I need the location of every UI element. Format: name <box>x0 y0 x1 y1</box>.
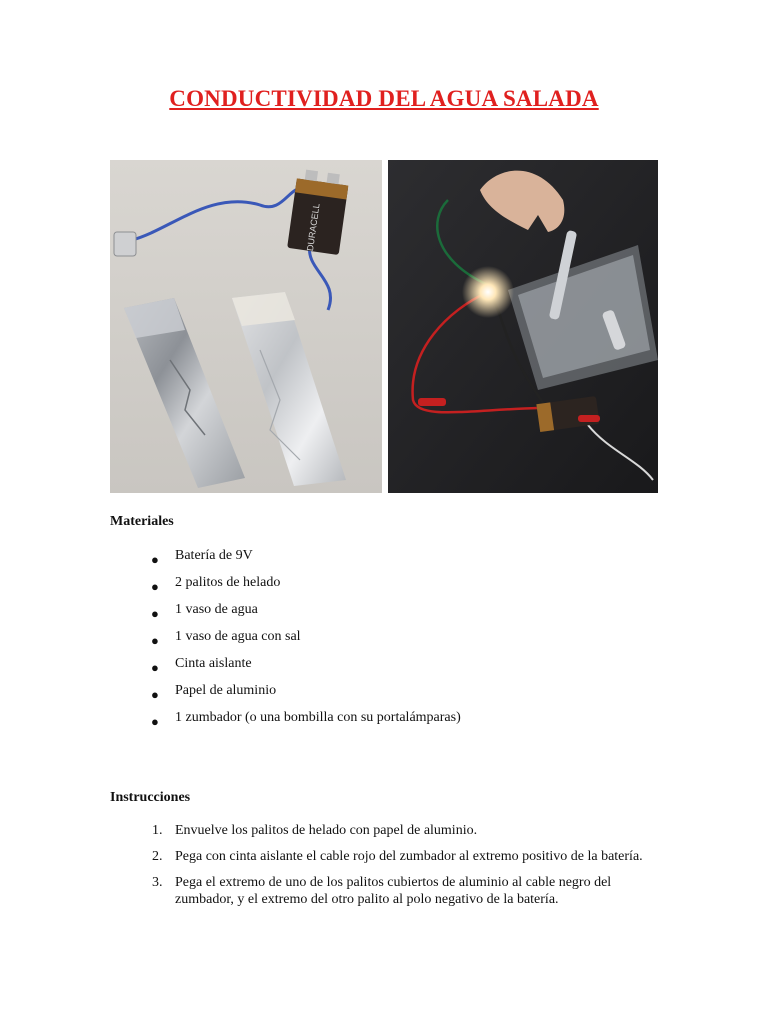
step-text: Pega el extremo de uno de los palitos cubiertos de aluminio al cable negro del zumbador, y el extremo del otro palito al polo negativo de la batería. <box>175 875 612 907</box>
list-item <box>110 655 670 682</box>
material-text: Papel de aluminio <box>175 683 277 698</box>
bullet-icon: ● <box>151 579 159 594</box>
bullet-icon: ● <box>151 660 159 675</box>
list-item <box>110 628 670 655</box>
step-text: Pega con cinta aislante el cable rojo del zumbador al extremo positivo de la batería. <box>175 849 643 864</box>
page-title: CONDUCTIVIDAD DEL AGUA SALADA <box>169 86 599 111</box>
material-text: 1 vaso de agua con sal <box>175 629 301 644</box>
bullet-icon: ● <box>151 687 159 702</box>
materials-heading: Materiales <box>110 514 174 529</box>
list-item <box>110 822 660 839</box>
photo-foil-sticks-battery <box>110 160 382 493</box>
list-item <box>110 601 670 628</box>
list-item <box>110 574 670 601</box>
bullet-icon: ● <box>151 606 159 621</box>
list-item <box>110 848 660 865</box>
list-item <box>110 709 670 736</box>
step-number: 3. <box>152 875 163 890</box>
list-item <box>110 547 670 574</box>
instructions-list <box>110 822 660 917</box>
step-number: 2. <box>152 849 163 864</box>
list-item <box>110 682 670 709</box>
battery-label: DURACELL <box>304 202 322 252</box>
material-text: 1 vaso de agua <box>175 602 258 617</box>
bullet-icon: ● <box>151 552 159 567</box>
step-number: 1. <box>152 823 163 838</box>
bullet-icon: ● <box>151 714 159 729</box>
bullet-icon: ● <box>151 633 159 648</box>
material-text: Batería de 9V <box>175 548 253 563</box>
photo-circuit-salt-water <box>388 160 658 493</box>
photo-strip <box>110 160 658 493</box>
instructions-heading: Instrucciones <box>110 790 191 805</box>
material-text: 1 zumbador (o una bombilla con su portalámparas) <box>175 710 461 725</box>
material-text: Cinta aislante <box>175 656 252 671</box>
step-text: Envuelve los palitos de helado con papel de aluminio. <box>175 823 478 838</box>
list-item <box>110 874 660 908</box>
materials-list <box>110 547 670 736</box>
material-text: 2 palitos de helado <box>175 575 281 590</box>
